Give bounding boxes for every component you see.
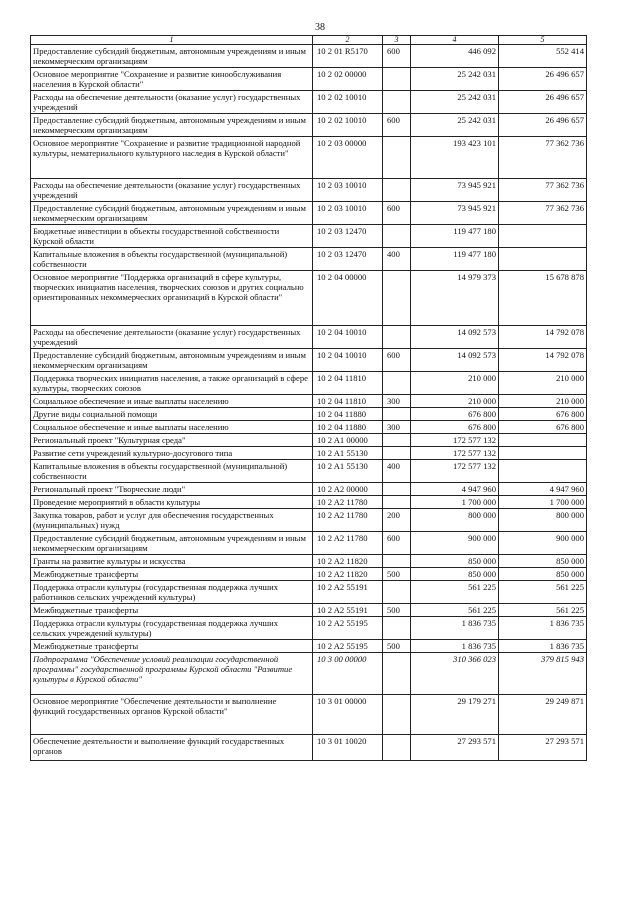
row-type-cell [383, 496, 411, 509]
row-value-2019-cell: 850 000 [411, 568, 499, 581]
row-name-cell: Расходы на обеспечение деятельности (оказание услуг) государственных учреждений [31, 326, 313, 349]
row-type-cell [383, 447, 411, 460]
row-name-cell: Гранты на развитие культуры и искусства [31, 555, 313, 568]
row-name-cell: Предоставление субсидий бюджетным, автономным учреждениям и иным некоммерческим организациям [31, 202, 313, 225]
row-code-cell: 10 2 A2 55191 [313, 604, 383, 617]
row-value-2019-cell: 310 366 023 [411, 653, 499, 695]
row-name-cell: Предоставление субсидий бюджетным, автономным учреждениям и иным некоммерческим организациям [31, 532, 313, 555]
row-value-2019-cell: 561 225 [411, 581, 499, 604]
row-value-2020-cell: 27 293 571 [499, 735, 587, 761]
row-code-cell: 10 2 A1 55130 [313, 447, 383, 460]
row-value-2020-cell: 77 362 736 [499, 137, 587, 179]
row-name-cell: Другие виды социальной помощи [31, 408, 313, 421]
row-type-cell: 300 [383, 395, 411, 408]
row-name-cell: Поддержка творческих инициатив населения, а также организаций в сфере культуры, творческих союзов [31, 372, 313, 395]
table-row [31, 617, 587, 640]
row-value-2019-cell: 1 700 000 [411, 496, 499, 509]
row-code-cell: 10 2 A1 00000 [313, 434, 383, 447]
row-value-2020-cell: 800 000 [499, 509, 587, 532]
row-name-cell: Основное мероприятие "Поддержка организаций в сфере культуры, творческих инициатив населения, творческих союзов и других социально ориентированных некоммерческих организаций в Курской области" [31, 271, 313, 326]
row-code-cell: 10 2 A2 55191 [313, 581, 383, 604]
row-value-2019-cell: 14 092 573 [411, 326, 499, 349]
row-value-2019-cell: 676 800 [411, 421, 499, 434]
row-name-cell: Межбюджетные трансферты [31, 604, 313, 617]
row-code-cell: 10 2 03 00000 [313, 137, 383, 179]
row-type-cell: 600 [383, 114, 411, 137]
row-value-2020-cell: 1 836 735 [499, 617, 587, 640]
table-row [31, 349, 587, 372]
row-value-2020-cell: 77 362 736 [499, 202, 587, 225]
row-value-2020-cell: 1 700 000 [499, 496, 587, 509]
row-code-cell: 10 2 04 00000 [313, 271, 383, 326]
table-row [31, 581, 587, 604]
row-value-2019-cell: 561 225 [411, 604, 499, 617]
row-code-cell: 10 2 A2 11780 [313, 496, 383, 509]
header-col-1: 1 [31, 36, 313, 45]
row-value-2019-cell: 900 000 [411, 532, 499, 555]
row-value-2020-cell: 850 000 [499, 555, 587, 568]
row-code-cell: 10 2 A2 11780 [313, 509, 383, 532]
row-code-cell: 10 3 01 10020 [313, 735, 383, 761]
table-row [31, 179, 587, 202]
row-name-cell: Предоставление субсидий бюджетным, автономным учреждениям и иным некоммерческим организациям [31, 45, 313, 68]
table-row [31, 225, 587, 248]
table-row [31, 91, 587, 114]
row-value-2020-cell: 4 947 960 [499, 483, 587, 496]
row-value-2019-cell: 14 092 573 [411, 349, 499, 372]
row-name-cell: Проведение мероприятий в области культуры [31, 496, 313, 509]
row-name-cell: Предоставление субсидий бюджетным, автономным учреждениям и иным некоммерческим организациям [31, 114, 313, 137]
row-value-2019-cell: 210 000 [411, 395, 499, 408]
table-row [31, 271, 587, 326]
row-value-2019-cell: 14 979 373 [411, 271, 499, 326]
row-type-cell [383, 137, 411, 179]
table-row [31, 45, 587, 68]
row-value-2020-cell: 561 225 [499, 581, 587, 604]
row-name-cell: Социальное обеспечение и иные выплаты населению [31, 395, 313, 408]
row-value-2020-cell: 26 496 657 [499, 114, 587, 137]
header-col-5: 5 [499, 36, 587, 45]
row-value-2019-cell: 676 800 [411, 408, 499, 421]
row-name-cell: Поддержка отрасли культуры (государственная поддержка лучших сельских учреждений культуры) [31, 617, 313, 640]
row-name-cell: Межбюджетные трансферты [31, 640, 313, 653]
row-value-2019-cell: 25 242 031 [411, 91, 499, 114]
row-name-cell: Региональный проект "Культурная среда" [31, 434, 313, 447]
row-name-cell: Обеспечение деятельности и выполнение функций государственных органов [31, 735, 313, 761]
row-code-cell: 10 2 A2 11820 [313, 555, 383, 568]
budget-table [30, 35, 587, 761]
row-type-cell: 600 [383, 202, 411, 225]
row-code-cell: 10 2 A2 55195 [313, 617, 383, 640]
row-code-cell: 10 2 04 11880 [313, 408, 383, 421]
row-code-cell: 10 2 03 12470 [313, 225, 383, 248]
row-value-2019-cell: 25 242 031 [411, 114, 499, 137]
row-name-cell: Закупка товаров, работ и услуг для обеспечения государственных (муниципальных) нужд [31, 509, 313, 532]
table-row [31, 68, 587, 91]
row-code-cell: 10 2 01 R5170 [313, 45, 383, 68]
table-row [31, 137, 587, 179]
row-value-2020-cell: 29 249 871 [499, 695, 587, 735]
row-type-cell: 400 [383, 248, 411, 271]
row-code-cell: 10 2 04 10010 [313, 326, 383, 349]
row-name-cell: Расходы на обеспечение деятельности (оказание услуг) государственных учреждений [31, 91, 313, 114]
row-value-2019-cell: 800 000 [411, 509, 499, 532]
table-row [31, 114, 587, 137]
row-code-cell: 10 2 04 10010 [313, 349, 383, 372]
row-code-cell: 10 2 A1 55130 [313, 460, 383, 483]
row-value-2020-cell: 15 678 878 [499, 271, 587, 326]
row-name-cell: Региональный проект "Творческие люди" [31, 483, 313, 496]
table-row [31, 653, 587, 695]
row-value-2020-cell [499, 434, 587, 447]
row-value-2019-cell: 27 293 571 [411, 735, 499, 761]
row-type-cell [383, 653, 411, 695]
table-row [31, 496, 587, 509]
row-type-cell [383, 372, 411, 395]
row-name-cell: Основное мероприятие "Обеспечение деятельности и выполнение функций государственных органов Курской области" [31, 695, 313, 735]
row-type-cell [383, 225, 411, 248]
row-value-2020-cell: 379 815 943 [499, 653, 587, 695]
header-row [31, 36, 587, 45]
row-type-cell [383, 555, 411, 568]
table-row [31, 509, 587, 532]
row-type-cell [383, 483, 411, 496]
table-row [31, 483, 587, 496]
row-name-cell: Бюджетные инвестиции в объекты государственной собственности Курской области [31, 225, 313, 248]
row-name-cell: Капитальные вложения в объекты государственной (муниципальной) собственности [31, 248, 313, 271]
row-value-2020-cell: 77 362 736 [499, 179, 587, 202]
row-name-cell: Расходы на обеспечение деятельности (оказание услуг) государственных учреждений [31, 179, 313, 202]
page-number: 38 [315, 22, 325, 33]
row-type-cell [383, 271, 411, 326]
table-body [31, 45, 587, 761]
row-value-2020-cell: 676 800 [499, 408, 587, 421]
row-value-2020-cell: 676 800 [499, 421, 587, 434]
row-code-cell: 10 2 04 11880 [313, 421, 383, 434]
row-type-cell [383, 581, 411, 604]
row-value-2020-cell [499, 248, 587, 271]
table-row [31, 202, 587, 225]
row-value-2020-cell: 561 225 [499, 604, 587, 617]
row-type-cell [383, 408, 411, 421]
row-value-2020-cell: 900 000 [499, 532, 587, 555]
table-row [31, 640, 587, 653]
row-value-2020-cell: 14 792 078 [499, 326, 587, 349]
row-name-cell: Основное мероприятие "Сохранение и развитие традиционной народной культуры, нематериального культурного наследия в Курской области" [31, 137, 313, 179]
row-value-2019-cell: 29 179 271 [411, 695, 499, 735]
table-row [31, 735, 587, 761]
table-row [31, 408, 587, 421]
row-code-cell: 10 2 A2 11780 [313, 532, 383, 555]
row-value-2019-cell: 73 945 921 [411, 179, 499, 202]
row-type-cell: 200 [383, 509, 411, 532]
row-value-2020-cell: 210 000 [499, 395, 587, 408]
row-value-2019-cell: 1 836 735 [411, 640, 499, 653]
row-code-cell: 10 3 00 00000 [313, 653, 383, 695]
row-value-2019-cell: 73 945 921 [411, 202, 499, 225]
table-row [31, 421, 587, 434]
row-type-cell [383, 179, 411, 202]
table-row [31, 532, 587, 555]
row-type-cell [383, 326, 411, 349]
row-code-cell: 10 2 02 10010 [313, 114, 383, 137]
row-name-cell: Развитие сети учреждений культурно-досугового типа [31, 447, 313, 460]
table-row [31, 568, 587, 581]
row-name-cell: Предоставление субсидий бюджетным, автономным учреждениям и иным некоммерческим организациям [31, 349, 313, 372]
row-code-cell: 10 2 02 10010 [313, 91, 383, 114]
table-row [31, 395, 587, 408]
table-row [31, 434, 587, 447]
row-type-cell: 600 [383, 45, 411, 68]
table-row [31, 460, 587, 483]
row-value-2019-cell: 172 577 132 [411, 434, 499, 447]
row-value-2020-cell: 14 792 078 [499, 349, 587, 372]
header-col-3: 3 [383, 36, 411, 45]
header-col-4: 4 [411, 36, 499, 45]
row-name-cell: Подпрограмма "Обеспечение условий реализации государственной программы" государственной программы Курской области "Развитие культуры в Курской области" [31, 653, 313, 695]
header-col-2: 2 [313, 36, 383, 45]
row-value-2020-cell [499, 225, 587, 248]
row-type-cell: 300 [383, 421, 411, 434]
row-value-2019-cell: 172 577 132 [411, 460, 499, 483]
table-row [31, 555, 587, 568]
row-value-2019-cell: 1 836 735 [411, 617, 499, 640]
row-type-cell: 500 [383, 568, 411, 581]
row-type-cell [383, 617, 411, 640]
row-code-cell: 10 2 02 00000 [313, 68, 383, 91]
row-code-cell: 10 2 03 10010 [313, 179, 383, 202]
row-type-cell: 600 [383, 349, 411, 372]
row-value-2020-cell: 1 836 735 [499, 640, 587, 653]
row-type-cell [383, 434, 411, 447]
table-row [31, 372, 587, 395]
row-value-2019-cell: 172 577 132 [411, 447, 499, 460]
row-type-cell [383, 68, 411, 91]
row-name-cell: Поддержка отрасли культуры (государственная поддержка лучших работников сельских учреждений культуры) [31, 581, 313, 604]
row-code-cell: 10 2 03 12470 [313, 248, 383, 271]
row-value-2019-cell: 210 000 [411, 372, 499, 395]
table-row [31, 248, 587, 271]
row-type-cell [383, 91, 411, 114]
row-code-cell: 10 2 A2 11820 [313, 568, 383, 581]
row-value-2019-cell: 193 423 101 [411, 137, 499, 179]
row-type-cell: 400 [383, 460, 411, 483]
row-code-cell: 10 3 01 00000 [313, 695, 383, 735]
row-name-cell: Капитальные вложения в объекты государственной (муниципальной) собственности [31, 460, 313, 483]
row-name-cell: Основное мероприятие "Сохранение и развитие кинообслуживания населения в Курской области" [31, 68, 313, 91]
row-type-cell [383, 735, 411, 761]
row-value-2019-cell: 4 947 960 [411, 483, 499, 496]
row-value-2019-cell: 850 000 [411, 555, 499, 568]
table-row [31, 695, 587, 735]
table-row [31, 326, 587, 349]
row-value-2020-cell [499, 460, 587, 483]
row-value-2020-cell: 850 000 [499, 568, 587, 581]
row-name-cell: Межбюджетные трансферты [31, 568, 313, 581]
row-value-2019-cell: 446 092 [411, 45, 499, 68]
row-value-2019-cell: 119 477 180 [411, 248, 499, 271]
row-type-cell: 500 [383, 604, 411, 617]
row-value-2020-cell: 210 000 [499, 372, 587, 395]
row-name-cell: Социальное обеспечение и иные выплаты населению [31, 421, 313, 434]
row-code-cell: 10 2 04 11810 [313, 372, 383, 395]
row-code-cell: 10 2 A2 55195 [313, 640, 383, 653]
row-code-cell: 10 2 A2 00000 [313, 483, 383, 496]
row-value-2019-cell: 25 242 031 [411, 68, 499, 91]
row-value-2020-cell: 26 496 657 [499, 91, 587, 114]
row-value-2019-cell: 119 477 180 [411, 225, 499, 248]
row-value-2020-cell: 552 414 [499, 45, 587, 68]
row-value-2020-cell [499, 447, 587, 460]
table-row [31, 604, 587, 617]
row-value-2020-cell: 26 496 657 [499, 68, 587, 91]
table-row [31, 447, 587, 460]
row-type-cell [383, 695, 411, 735]
row-type-cell: 500 [383, 640, 411, 653]
row-code-cell: 10 2 04 11810 [313, 395, 383, 408]
row-type-cell: 600 [383, 532, 411, 555]
row-code-cell: 10 2 03 10010 [313, 202, 383, 225]
